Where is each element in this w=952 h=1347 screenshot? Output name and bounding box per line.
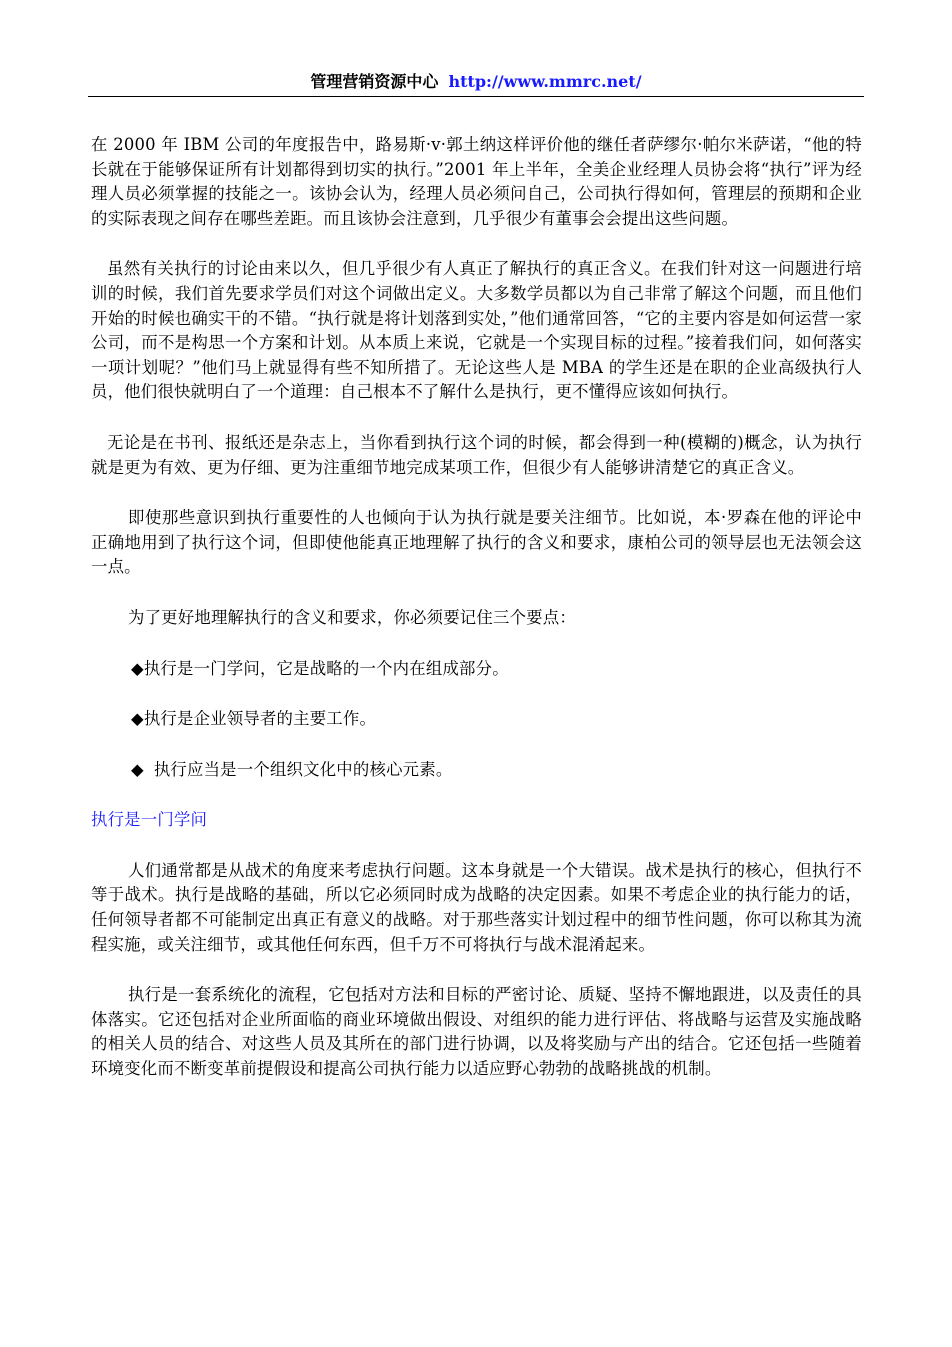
diamond-bullet-icon: ◆ xyxy=(131,709,144,729)
paragraph-6: 人们通常都是从战术的角度来考虑执行问题。这本身就是一个大错误。战术是执行的核心，但执行不等于战术。执行是战略的基础，所以它必须同时成为战略的决定因素。如果不考虑企业的执行能力的话，任何领导者都不可能制定出真正有意义的战略。对于那些落实计划过程中的细节性问题，你可以称其为流程实施，或关注细节，或其他任何东西，但千万不可将执行与战术混淆起来。 xyxy=(91,860,862,954)
bullet-item xyxy=(91,657,862,682)
paragraph-3: 无论是在书刊、报纸还是杂志上，当你看到执行这个词的时候，都会得到一种(模糊的)概念，认为执行就是更为有效、更为仔细、更为注重细节地完成某项工作，但很少有人能够讲清楚它的真正含义。 xyxy=(91,432,862,477)
header-title: 管理营销资源中心 xyxy=(310,72,439,91)
section-heading: 执行是一门学问 xyxy=(91,810,208,830)
header-url-link[interactable]: http://www.mmrc.net/ xyxy=(448,72,642,91)
bullet-text: 执行应当是一个组织文化中的核心元素。 xyxy=(153,759,453,779)
document-body xyxy=(91,133,862,1082)
bullet-text: 执行是一门学问，它是战略的一个内在组成部分。 xyxy=(143,658,509,678)
paragraph-1: 在 2000 年 IBM 公司的年度报告中，路易斯·v·郭土纳这样评价他的继任者萨缪尔·帕尔米萨诺，“他的特长就在于能够保证所有计划都得到切实的执行。”2001 年上半年，全美企业经理人员协会将“执行”评为经理人员必须掌握的技能之一。该协会认为，经理人员必须问自己，公司执行得如何，管理层的预期和企业的实际表现之间存在哪些差距。而且该协会注意到，几乎很少有董事会会提出这些问题。 xyxy=(91,135,862,228)
diamond-bullet-icon: ◆ xyxy=(131,658,144,678)
paragraph-5: 为了更好地理解执行的含义和要求，你必须要记住三个要点： xyxy=(128,607,576,627)
bullet-text: 执行是企业领导者的主要工作。 xyxy=(143,709,377,729)
bullet-item xyxy=(91,707,862,732)
page-header xyxy=(88,68,864,97)
paragraph-4: 即使那些意识到执行重要性的人也倾向于认为执行就是要关注细节。比如说，本·罗森在他的评论中正确地用到了执行这个词，但即使他能真正地理解了执行的含义和要求，康柏公司的领导层也无法领会这一点。 xyxy=(91,508,862,577)
diamond-bullet-icon: ◆ xyxy=(131,759,144,779)
bullet-item xyxy=(91,758,862,783)
paragraph-7: 执行是一套系统化的流程，它包括对方法和目标的严密讨论、质疑、坚持不懈地跟进，以及责任的具体落实。它还包括对企业所面临的商业环境做出假设、对组织的能力进行评估、将战略与运营及实施战略的相关人员的结合、对这些人员及其所在的部门进行协调，以及将奖励与产出的结合。它还包括一些随着环境变化而不断变革前提假设和提高公司执行能力以适应野心勃勃的战略挑战的机制。 xyxy=(91,985,862,1079)
paragraph-2: 虽然有关执行的讨论由来以久，但几乎很少有人真正了解执行的真正含义。在我们针对这一问题进行培训的时候，我们首先要求学员们对这个词做出定义。大多数学员都以为自己非常了解这个问题，而且他们开始的时候也确实干的不错。“执行就是将计划落到实处，”他们通常回答，“它的主要内容是如何运营一家公司，而不是构思一个方案和计划。从本质上来说，它就是一个实现目标的过程。”接着我们问，如何落实一项计划呢？”他们马上就显得有些不知所措了。无论这些人是 MBA 的学生还是在职的企业高级执行人员，他们很快就明白了一个道理：自己根本不了解什么是执行，更不懂得应该如何执行。 xyxy=(91,259,862,402)
